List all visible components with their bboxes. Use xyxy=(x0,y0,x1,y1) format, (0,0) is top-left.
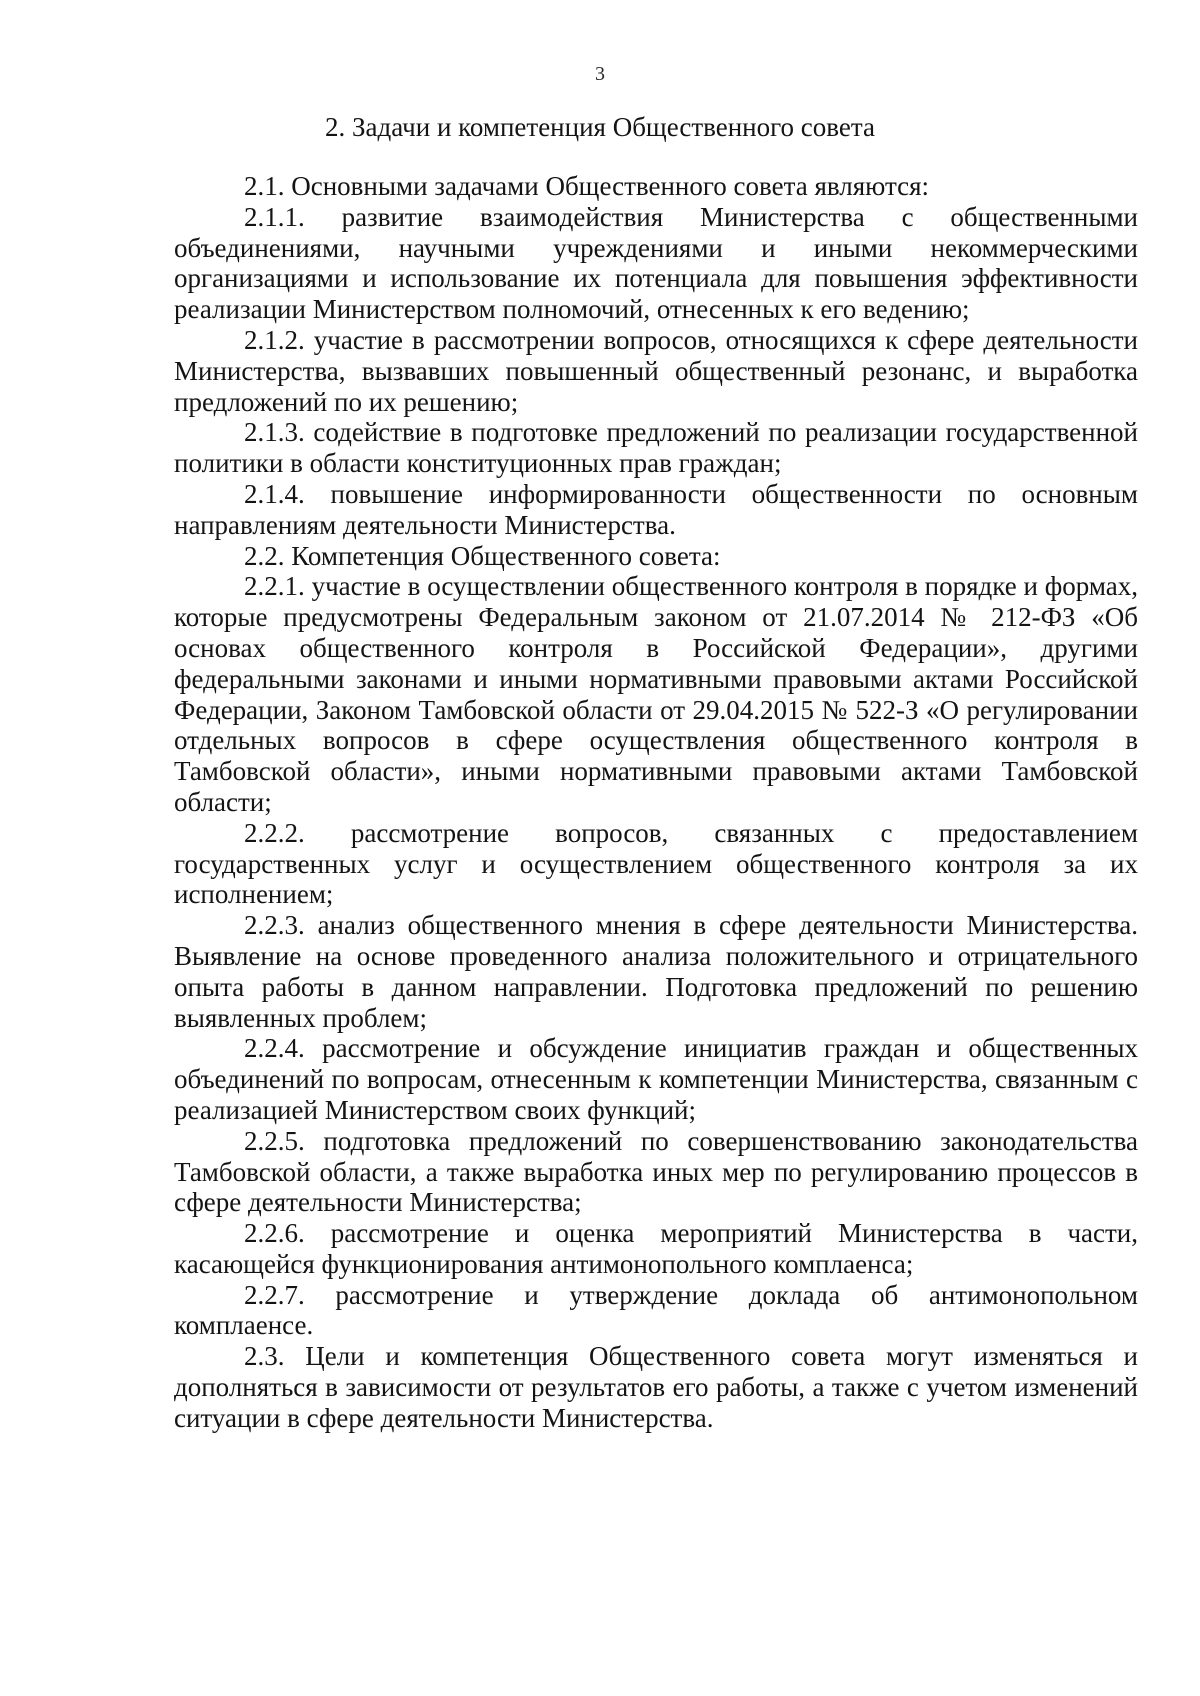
paragraph-2-1: 2.1. Основными задачами Общественного совета являются: xyxy=(244,171,930,201)
paragraph-2-2-1: 2.2.1. участие в осуществлении общественного контроля в порядке и формах, которые предусмотрены Федеральным законом от 21.07.2014 № 212-ФЗ «Об основах общественного контроля в Российской Федерации», другими федеральными законами и иными нормативными правовыми актами Российской Федерации, Законом Тамбовской области от 29.04.2015 № 522-З «О регулировании отдельных вопросов в сфере осуществления общественного контроля в Тамбовской области», иными нормативными правовыми актами Тамбовской области; xyxy=(174,571,1138,817)
section-title: 2. Задачи и компетенция Общественного совета xyxy=(325,112,875,142)
document-body xyxy=(174,171,1138,1434)
paragraph-2-2-2: 2.2.2. рассмотрение вопросов, связанных с предоставлением государственных услуг и осуществлением общественного контроля за их исполнением; xyxy=(174,817,1138,910)
paragraph-2-2: 2.2. Компетенция Общественного совета: xyxy=(244,540,721,571)
paragraph-2-1-4: 2.1.4. повышение информированности общественности по основным направлениям деятельности Министерства. xyxy=(174,478,1138,540)
paragraph-2-1-2: 2.1.2. участие в рассмотрении вопросов, относящихся к сфере деятельности Министерства, вызвавших повышенный общественный резонанс, и выработка предложений по их решению; xyxy=(174,324,1138,417)
paragraph-2-1-3: 2.1.3. содействие в подготовке предложений по реализации государственной политики в области конституционных прав граждан; xyxy=(174,417,1138,479)
paragraph-2-2-4: 2.2.4. рассмотрение и обсуждение инициатив граждан и общественных объединений по вопросам, отнесенным к компетенции Министерства, связанным с реализацией Министерством своих функций; xyxy=(174,1033,1138,1125)
paragraph-2-1-1: 2.1.1. развитие взаимодействия Министерства с общественными объединениями, научными учреждениями и иными некоммерческими организациями и использование их потенциала для повышения эффективности реализации Министерством полномочий, отнесенных к его ведению; xyxy=(174,201,1138,325)
page-number: 3 xyxy=(595,63,605,85)
paragraph-2-2-5: 2.2.5. подготовка предложений по совершенствованию законодательства Тамбовской области, а также выработка иных мер по регулированию процессов в сфере деятельности Министерства; xyxy=(174,1125,1138,1218)
paragraph-2-2-7: 2.2.7. рассмотрение и утверждение доклада об антимонопольном комплаенсе. xyxy=(174,1279,1138,1341)
paragraph-2-3: 2.3. Цели и компетенция Общественного совета могут изменяться и дополняться в зависимости от результатов его работы, а также с учетом изменений ситуации в сфере деятельности Министерства. xyxy=(174,1341,1138,1433)
paragraph-2-2-3: 2.2.3. анализ общественного мнения в сфере деятельности Министерства. Выявление на основе проведенного анализа положительного и отрицательного опыта работы в данном направлении. Подготовка предложений по решению выявленных проблем; xyxy=(174,910,1138,1033)
paragraph-2-2-6: 2.2.6. рассмотрение и оценка мероприятий Министерства в части, касающейся функционирования антимонопольного комплаенса; xyxy=(174,1218,1138,1279)
